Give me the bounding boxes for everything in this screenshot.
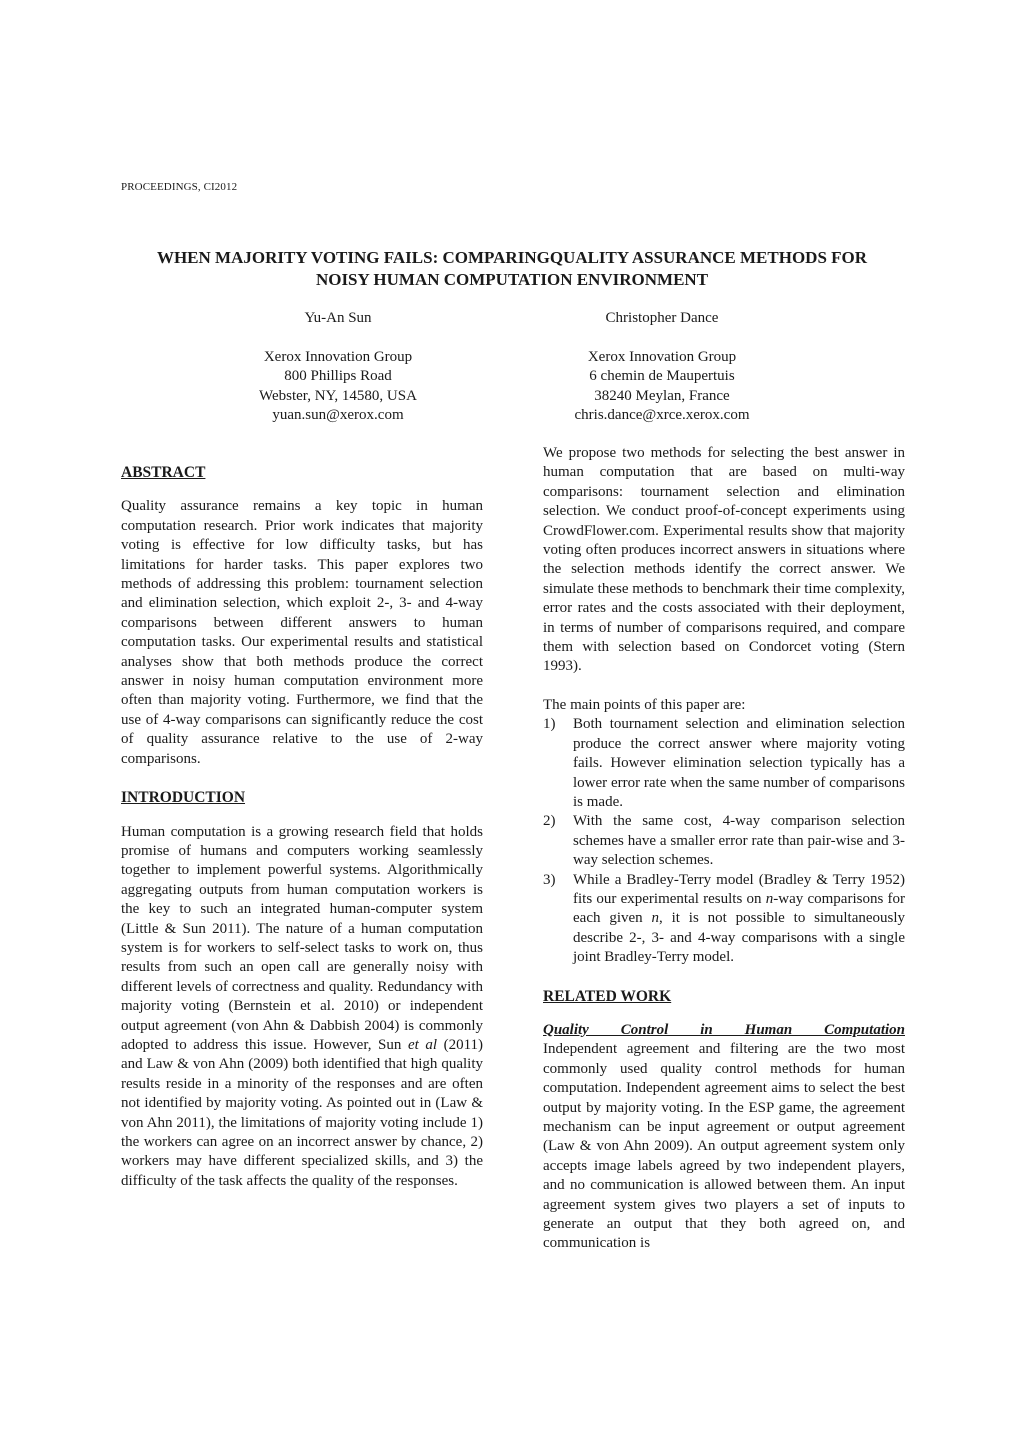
author-name: Yu-An Sun [304,310,372,326]
math-variable-n: n [765,890,774,907]
proposal-paragraph: We propose two methods for selecting the best answer in human computation that are based on multi-way comparisons: tournament selection and elimination selection. We conduct proof-of-concept experiments using CrowdFlower.com. Experimental results show that majority voting often produces incorrect answers in situations where the selection methods identify the correct answer. We simulate these methods to benchmark their time complexity, error rates and the costs associated with their deployment, in terms of number of comparisons required, and compare them with selection based on Condorcet voting (Stern 1993). [543,445,905,675]
proceedings-header: PROCEEDINGS, CI2012 [121,181,238,193]
list-item-text: Both tournament selection and elimination selection produce the correct answer where majority voting fails. However elimination selection typically has a lower error rate when the same number of comparisons is made. [573,716,905,810]
author-email[interactable]: chris.dance@xrce.xerox.com [574,407,750,423]
et-al-citation: et al [407,1036,438,1053]
list-item-text: , it is not possible to simultaneously describe 2-, 3- and 4-way comparisons with a single joint Bradley-Terry model. [573,910,906,966]
related-work-heading: RELATED WORK [543,987,672,1005]
author-address-line: 6 chemin de Maupertuis [589,368,735,384]
list-number: 2) [543,813,556,830]
author-affiliation: Xerox Innovation Group [263,348,413,365]
author-address-line: 38240 Meylan, France [594,387,730,404]
abstract-text: Quality assurance remains a key topic in human computation research. Prior work indicates that majority voting is effective for low difficulty tasks, but has limitations for harder tasks. This paper explores two methods of addressing this problem: tournament selection and elimination selection, which exploit 2-, 3- and 4-way comparisons between different answers to human computation tasks. Our experimental results and statistical analyses show that both methods produce the correct answer in noisy human computation environment more often than majority voting. Furthermore, we find that the use of 4-way comparisons can significantly reduce the cost of quality assurance relative to the use of 2-way comparisons. [121,498,483,767]
author-name: Christopher Dance [605,310,719,326]
related-work-subheading: Quality Control in Human Computation [543,1021,905,1038]
main-points-list [543,715,905,967]
introduction-text-part: Human computation is a growing research field that holds promise of humans and computers working seamlessly together to implement powerful systems. Algorithmically aggregating outputs from human computation workers is the key to such an integrated human-computer system (Little & Sun 2011). The nature of a human computation system is for workers to self-select tasks to work on, thus results from such an open call are generally noisy with different levels of correctness and quality. Redundancy with majority voting (Bernstein et al. 2010) or independent output agreement (von Ahn & Dabbish 2004) is commonly adopted to address this issue. However, Sun [121,823,483,1053]
author-block-2 [520,309,804,426]
author-address-line: 800 Phillips Road [284,368,392,384]
author-affiliation: Xerox Innovation Group [587,348,737,365]
list-item-text: -way comparisons for each given [573,890,906,927]
list-item-text: With the same cost, 4-way comparison selection schemes have a smaller error rate than pair-wise and 3-way selection schemes. [573,813,905,869]
introduction-text [121,823,483,1192]
list-number: 1) [543,716,556,733]
introduction-heading: INTRODUCTION [121,789,246,807]
related-work-text: Independent agreement and filtering are the two most commonly used quality control methods for human computation. Independent agreement aims to select the best output by majority voting. In the ESP game, the agreement mechanism can be input agreement or output agreement (Law & von Ahn 2009). An output agreement system only accepts image labels agreed by two independent players, and no communication is allowed between them. An input agreement system gives two players a set of inputs to generate an output that they both agreed on, and communication is [543,1041,905,1252]
author-address-line: Webster, NY, 14580, USA [259,387,417,404]
list-item [543,715,905,812]
right-column [543,444,905,1254]
list-item-text: While a Bradley-Terry model (Bradley & Terry 1952) fits our experimental results on [573,871,905,907]
introduction-text-part: (2011) and Law & von Ahn (2009) both identified that high quality results reside in a minority of the responses and are often not identified by majority voting. As pointed out in (Law & von Ahn 2011), the limitations of majority voting include 1) the workers can agree on an incorrect answer by chance, 2) workers may have different specialized skills, and 3) the difficulty of the task affects the quality of the responses. [121,1036,484,1189]
math-variable-n: n [651,910,660,927]
left-column [121,463,483,1191]
title-line-1: WHEN MAJORITY VOTING FAILS: COMPARINGQUALITY ASSURANCE METHODS FOR [156,248,868,267]
list-number: 3) [543,871,556,888]
author-block-1 [200,309,476,426]
title-line-2: NOISY HUMAN COMPUTATION ENVIRONMENT [315,270,709,289]
list-item [543,812,905,870]
paper-title [110,247,914,291]
author-email[interactable]: yuan.sun@xerox.com [272,407,404,423]
main-points-intro: The main points of this paper are: [543,696,746,713]
abstract-heading: ABSTRACT [121,464,206,481]
list-item [543,871,905,968]
